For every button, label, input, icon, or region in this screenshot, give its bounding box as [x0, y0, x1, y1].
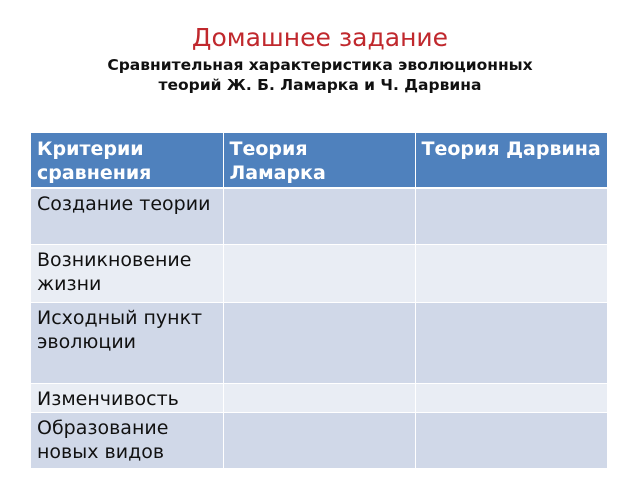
comparison-table [31, 133, 608, 469]
slide-subtitle [0, 55, 640, 95]
table-row [31, 188, 607, 244]
row-darwin-cell[interactable] [415, 188, 607, 244]
header-darwin: Теория Дарвина [415, 133, 607, 188]
row-darwin-cell[interactable] [415, 383, 607, 412]
row-criterion: Возникновение жизни [31, 244, 223, 302]
table-header-row [31, 133, 607, 188]
row-lamarck-cell[interactable] [223, 244, 415, 302]
row-darwin-cell[interactable] [415, 244, 607, 302]
row-lamarck-cell[interactable] [223, 302, 415, 383]
row-criterion: Исходный пункт эволюции [31, 302, 223, 383]
row-darwin-cell[interactable] [415, 412, 607, 468]
header-criteria: Критерии сравнения [31, 133, 223, 188]
row-criterion: Создание теории [31, 188, 223, 244]
slide-title: Домашнее задание [191, 23, 449, 52]
table-row [31, 383, 607, 412]
row-lamarck-cell[interactable] [223, 383, 415, 412]
subtitle-line-1: Сравнительная характеристика эволюционных [107, 56, 533, 74]
header-lamarck: Теория Ламарка [223, 133, 415, 188]
table-row [31, 302, 607, 383]
row-lamarck-cell[interactable] [223, 188, 415, 244]
row-criterion: Образование новых видов [31, 412, 223, 468]
row-criterion: Изменчивость [31, 383, 223, 412]
subtitle-line-2: теорий Ж. Б. Ламарка и Ч. Дарвина [158, 76, 482, 94]
row-darwin-cell[interactable] [415, 302, 607, 383]
row-lamarck-cell[interactable] [223, 412, 415, 468]
table-row [31, 412, 607, 468]
table-row [31, 244, 607, 302]
